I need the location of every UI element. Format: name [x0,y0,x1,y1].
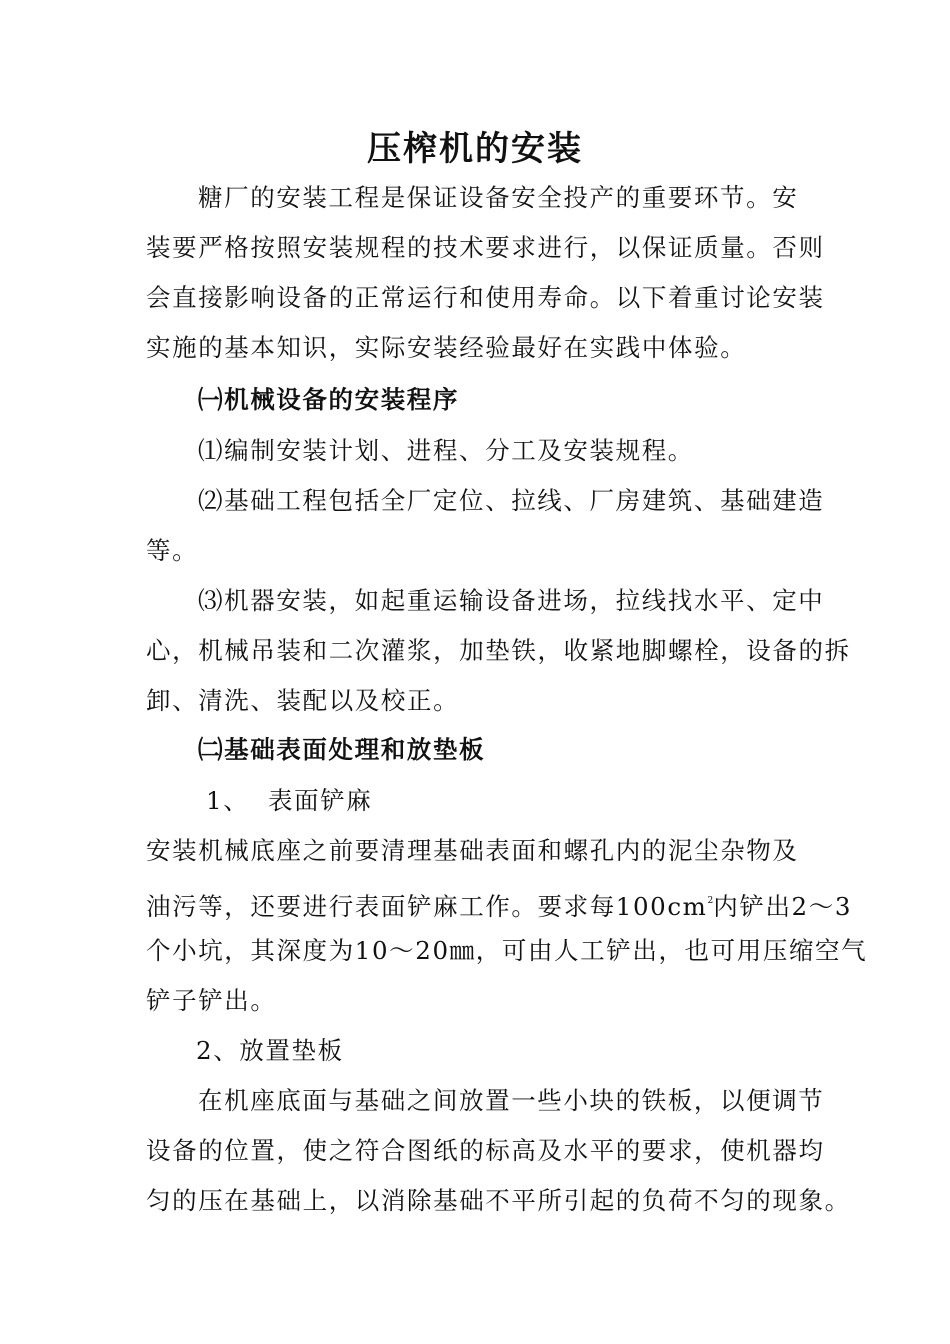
list-item: ⑴编制安装计划、进程、分工及安装规程。 [198,436,694,465]
intro-line: 实施的基本知识，实际安装经验最好在实践中体验。 [146,333,747,362]
intro-line: 会直接影响设备的正常运行和使用寿命。以下着重讨论安装 [146,283,825,312]
paragraph-line: 个小坑，其深度为10～20㎜，可由人工铲出，也可用压缩空气 [146,936,868,965]
intro-line: 装要严格按照安装规程的技术要求进行，以保证质量。否则 [146,233,825,262]
paragraph-line: 在机座底面与基础之间放置一些小块的铁板，以便调节 [198,1086,825,1115]
document-title: 压榨机的安装 [367,129,583,169]
paragraph-line: 安装机械底座之前要清理基础表面和螺孔内的泥尘杂物及 [146,836,799,865]
section-heading: ㈡基础表面处理和放垫板 [198,735,486,764]
list-item-continuation: 卸、清洗、装配以及校正。 [146,686,460,715]
list-item-continuation: 等。 [146,536,199,565]
subsection-heading: 2、放置垫板 [196,1036,344,1065]
paragraph-line [146,881,852,927]
list-item: ⑶机器安装，如起重运输设备进场，拉线找水平、定中 [198,586,825,615]
paragraph-line: 设备的位置，使之符合图纸的标高及水平的要求，使机器均 [146,1136,825,1165]
section-heading: ㈠机械设备的安装程序 [198,385,459,414]
subsection-label: 表面铲麻 [268,786,373,815]
list-item: ⑵基础工程包括全厂定位、拉线、厂房建筑、基础建造 [198,486,825,515]
list-item-continuation: 心，机械吊装和二次灌浆，加垫铁，收紧地脚螺栓，设备的拆 [146,636,851,665]
subsection-number: 1、 [206,786,250,815]
paragraph-text: 内铲出2～3 [713,892,853,921]
paragraph-line: 铲子铲出。 [146,986,277,1015]
paragraph-line: 匀的压在基础上，以消除基础不平所引起的负荷不匀的现象。 [146,1186,851,1215]
superscript: 2 [707,896,714,906]
paragraph-text: 油污等，还要进行表面铲麻工作。要求每100cm [146,892,708,921]
intro-line: 糖厂的安装工程是保证设备安全投产的重要环节。安 [198,183,799,212]
